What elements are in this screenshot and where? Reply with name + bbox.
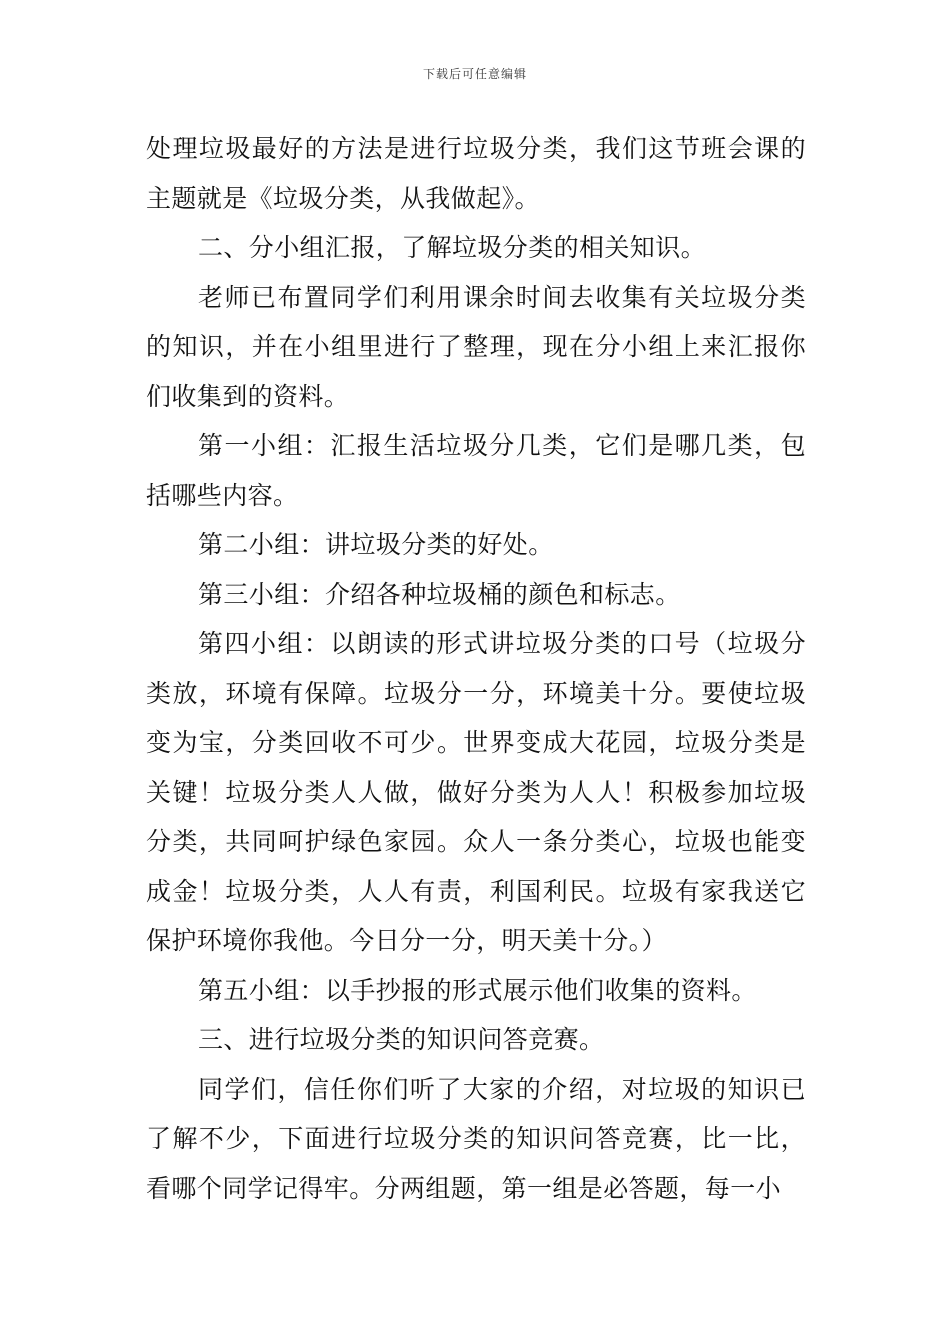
- paragraph-8: 第五小组：以手抄报的形式展示他们收集的资料。: [198, 975, 757, 1005]
- paragraph-2: 二、分小组汇报，了解垃圾分类的相关知识。: [198, 233, 707, 262]
- paragraph-1: 处理垃圾最好的方法是进行垃圾分类，我们这节班会课的主题就是《垃圾分类，从我做起》。: [146, 134, 806, 213]
- paragraph-5: 第二小组：讲垃圾分类的好处。: [198, 530, 554, 559]
- paragraph-10: 同学们，信任你们听了大家的介绍，对垃圾的知识已了解不少，下面进行垃圾分类的知识问答竞赛，比一比，看哪个同学记得牢。分两组题，第一组是必答题，每一小: [146, 1074, 806, 1203]
- paragraph-6: 第三小组：介绍各种垃圾桶的颜色和标志。: [198, 579, 681, 609]
- paragraph-4: 第一小组：汇报生活垃圾分几类，它们是哪几类，包括哪些内容。: [146, 431, 806, 510]
- paragraph-9: 三、进行垃圾分类的知识问答竞赛。: [198, 1025, 605, 1054]
- paragraph-3: 老师已布置同学们利用课余时间去收集有关垃圾分类的知识，并在小组里进行了整理，现在分小组上来汇报你们收集到的资料。: [146, 282, 806, 411]
- paragraph-7: 第四小组：以朗读的形式讲垃圾分类的口号（垃圾分类放，环境有保障。垃圾分一分，环境美十分。要使垃圾变为宝，分类回收不可少。世界变成大花园，垃圾分类是关键！垃圾分类人人做，做好分类为人人！积极参加垃圾分类，共同呵护绿色家园。众人一条分类心，垃圾也能变成金！垃圾分类，人人有责，利国利民。垃圾有家我送它保护环境你我他。今日分一分，明天美十分。）: [146, 629, 806, 955]
- page-header-note: 下载后可任意编辑: [422, 67, 527, 81]
- document-body: [146, 124, 806, 1213]
